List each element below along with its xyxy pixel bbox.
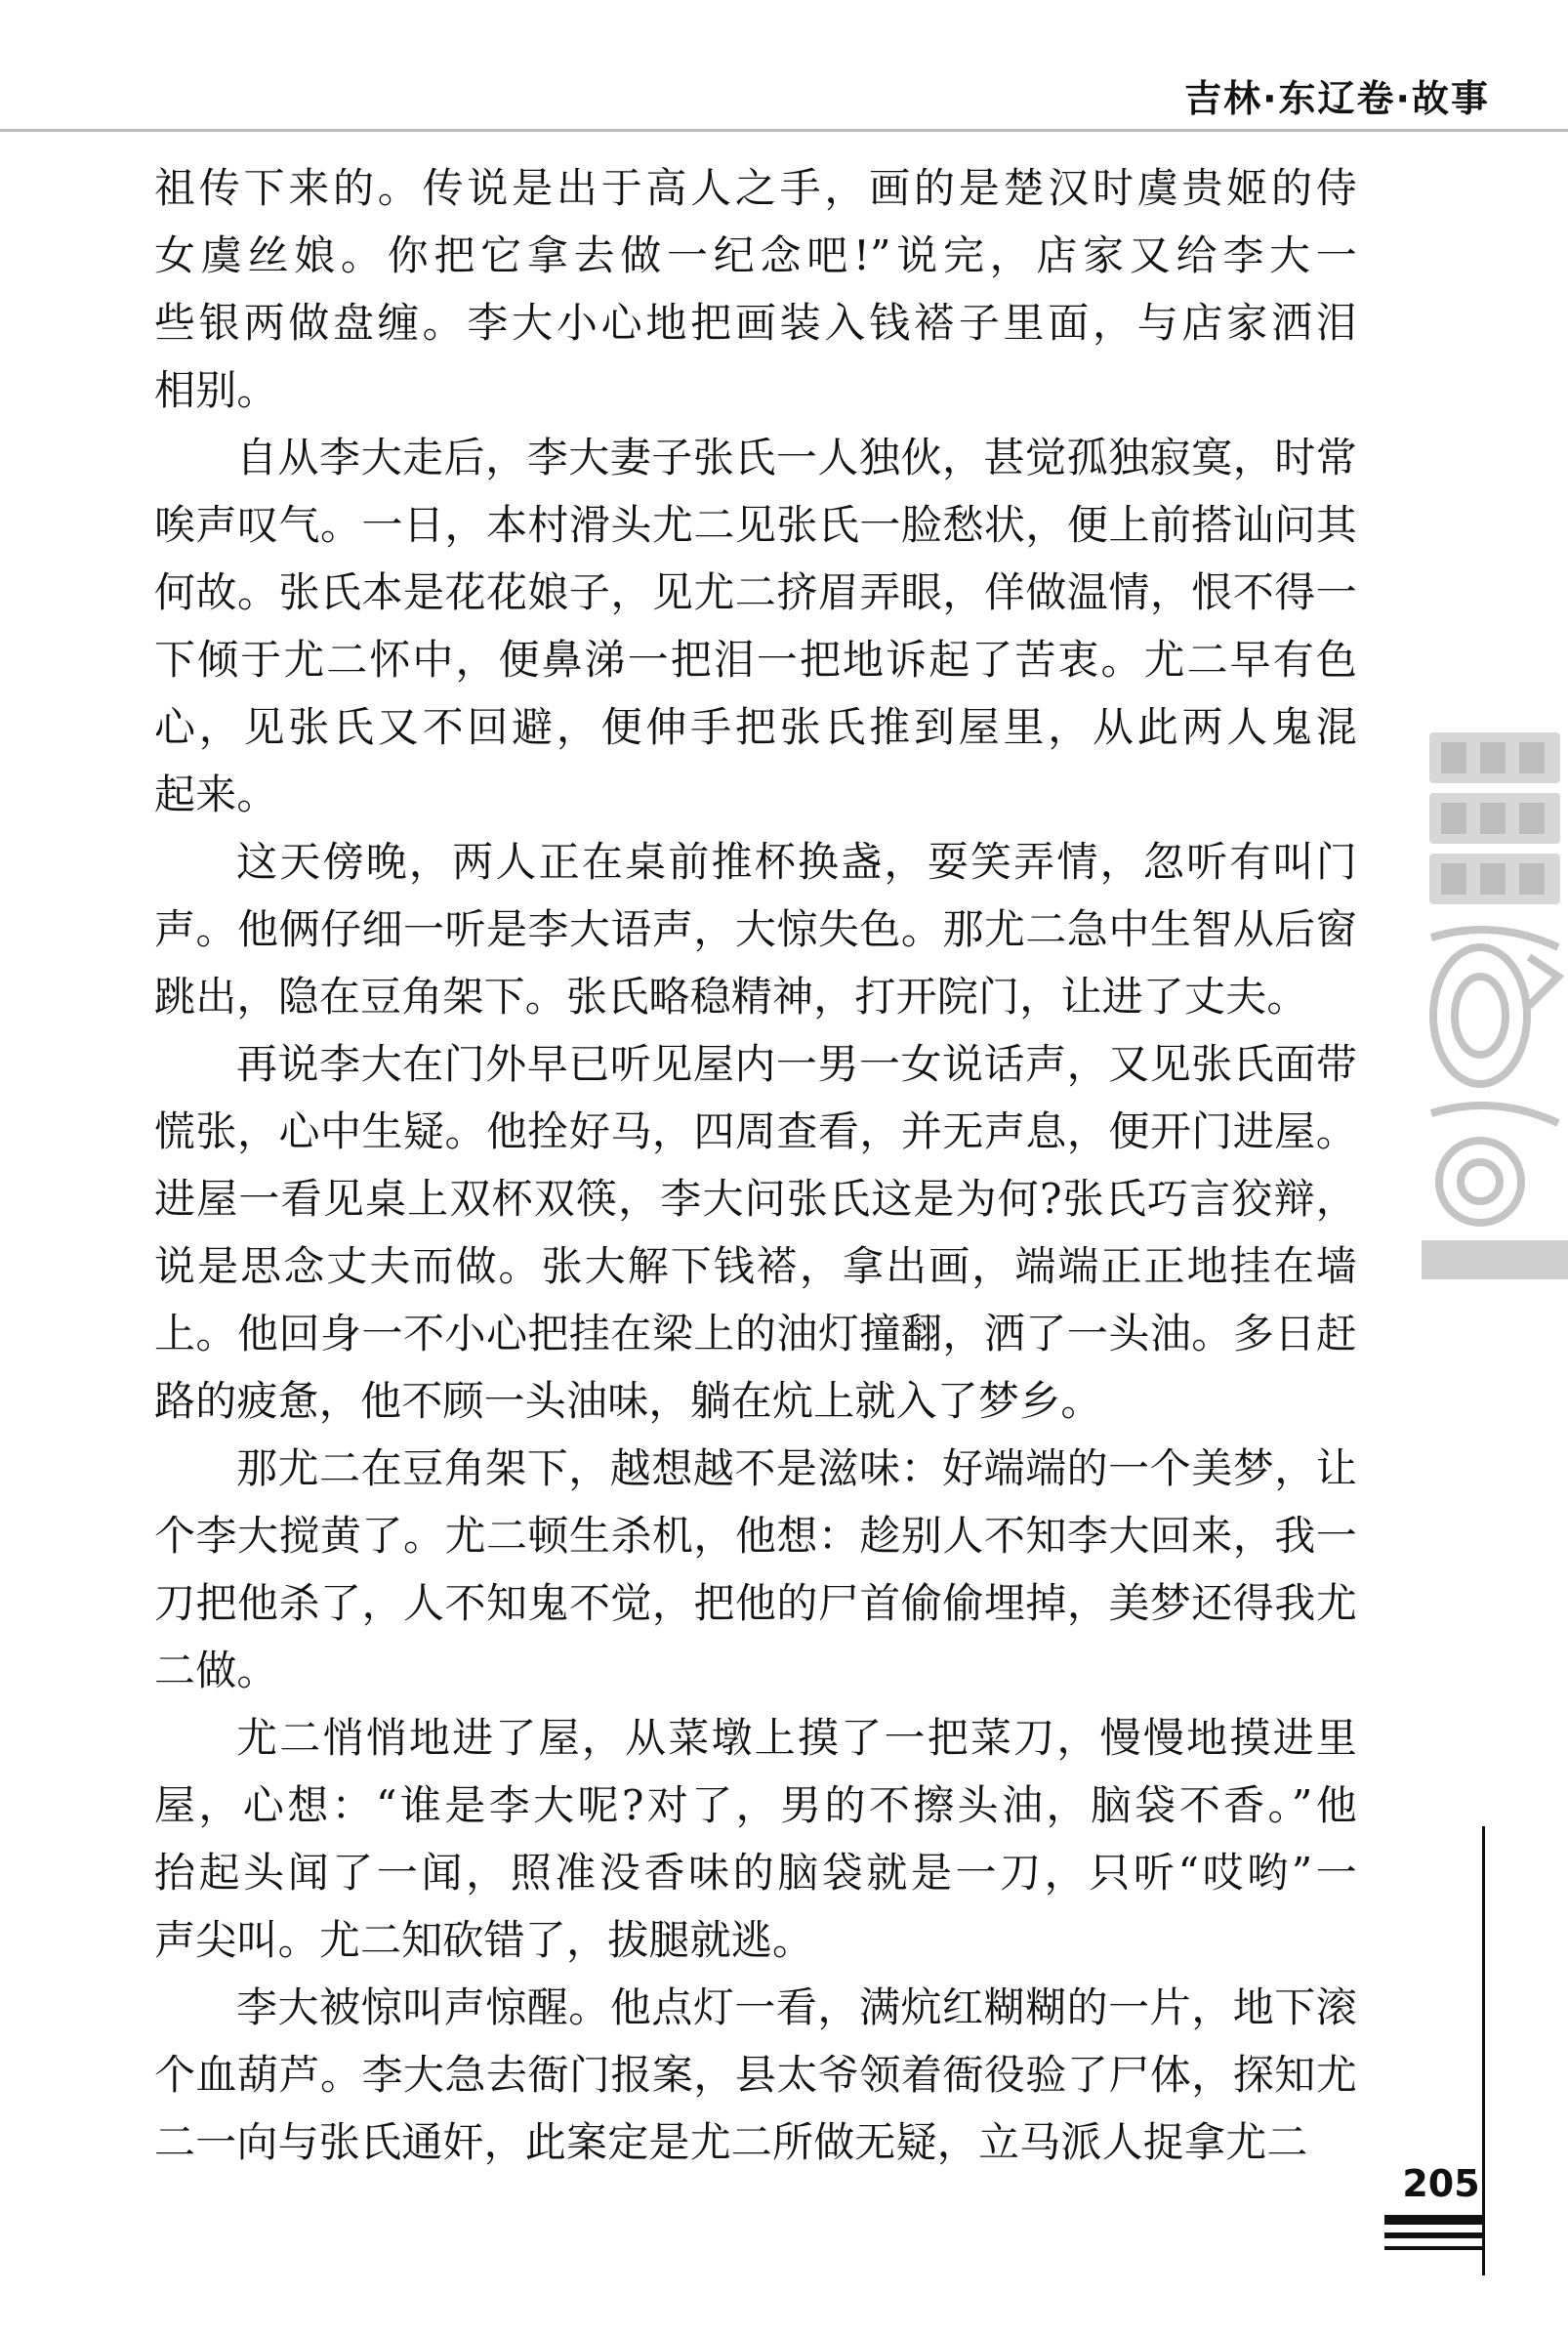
page-number: 205 — [1402, 2162, 1480, 2205]
text-line: 路的疲惫，他不顾一头油味，躺在炕上就入了梦乡。 — [154, 1377, 1102, 1425]
margin-rule — [1482, 1826, 1485, 2275]
text-line: 些银两做盘缠。李大小心地把画装入钱褡子里面，与店家洒泪 — [154, 299, 1357, 347]
text-line: 李大被惊叫声惊醒。他点灯一看，满炕红糊糊的一片，地下滚 — [236, 1983, 1357, 2031]
text-line: 屋，心想：“谁是李大呢?对了，男的不擦头油，脑袋不香。”他 — [154, 1781, 1357, 1829]
text-line: 进屋一看见桌上双杯双筷，李大问张氏这是为何?张氏巧言狡辩， — [154, 1175, 1357, 1223]
text-line: 祖传下来的。传说是出于高人之手，画的是楚汉时虞贵姬的侍 — [154, 164, 1357, 212]
text-line: 唉声叹气。一日，本村滑头尤二见张氏一脸愁状，便上前搭讪问其 — [154, 501, 1357, 549]
header-rule — [0, 129, 1568, 132]
text-line: 再说李大在门外早已听见屋内一男一女说话声，又见张氏面带 — [236, 1040, 1357, 1088]
text-line: 抬起头闻了一闻，照准没香味的脑袋就是一刀，只听“哎哟”一 — [154, 1849, 1357, 1897]
sidebar-decorative-image — [1422, 723, 1568, 1289]
text-line: 何故。张氏本是花花娘子，见尤二挤眉弄眼，佯做温情，恨不得一 — [154, 568, 1357, 616]
text-line: 声尖叫。尤二知砍错了，拔腿就逃。 — [154, 1916, 814, 1964]
page-number-bar — [1384, 2246, 1482, 2250]
text-line: 二做。 — [154, 1647, 278, 1694]
text-line: 二一向与张氏通奸，此案定是尤二所做无疑，立马派人捉拿尤二 — [154, 2118, 1308, 2166]
text-line: 女虞丝娘。你把它拿去做一纪念吧!”说完，店家又给李大一 — [154, 231, 1357, 279]
text-line: 尤二悄悄地进了屋，从菜墩上摸了一把菜刀，慢慢地摸进里 — [236, 1714, 1357, 1762]
text-line: 相别。 — [154, 366, 278, 414]
text-line: 慌张，心中生疑。他拴好马，四周查看，并无声息，便开门进屋。 — [154, 1107, 1357, 1155]
running-header: 吉林·东辽卷·故事 — [1184, 77, 1490, 120]
text-line: 这天傍晚，两人正在桌前推杯换盏，耍笑弄情，忽听有叫门 — [236, 838, 1357, 886]
text-line: 起来。 — [154, 771, 278, 818]
story-text — [154, 154, 1357, 2176]
text-line: 声。他俩仔细一听是李大语声，大惊失色。那尤二急中生智从后窗 — [154, 905, 1357, 953]
text-line: 自从李大走后，李大妻子张氏一人独伙，甚觉孤独寂寞，时常 — [236, 434, 1357, 481]
text-line: 个李大搅黄了。尤二顿生杀机，他想：趁别人不知李大回来，我一 — [154, 1512, 1357, 1560]
page-number-bar — [1384, 2215, 1482, 2225]
text-line: 个血葫芦。李大急去衙门报案，县太爷领着衙役验了尸体，探知尤 — [154, 2051, 1357, 2099]
text-line: 上。他回身一不小心把挂在梁上的油灯撞翻，洒了一头油。多日赶 — [154, 1310, 1357, 1357]
text-line: 说是思念丈夫而做。张大解下钱褡，拿出画，端端正正地挂在墙 — [154, 1242, 1357, 1290]
text-line: 跳出，隐在豆角架下。张氏略稳精神，打开院门，让进了丈夫。 — [154, 973, 1308, 1021]
text-line: 下倾于尤二怀中，便鼻涕一把泪一把地诉起了苦衷。尤二早有色 — [154, 636, 1357, 684]
page-number-bar — [1384, 2232, 1482, 2238]
text-line: 刀把他杀了，人不知鬼不觉，把他的尸首偷偷埋掉，美梦还得我尤 — [154, 1579, 1357, 1627]
text-line: 那尤二在豆角架下，越想越不是滋味：好端端的一个美梦，让 — [236, 1444, 1357, 1492]
text-line: 心，见张氏又不回避，便伸手把张氏推到屋里，从此两人鬼混 — [154, 703, 1357, 751]
